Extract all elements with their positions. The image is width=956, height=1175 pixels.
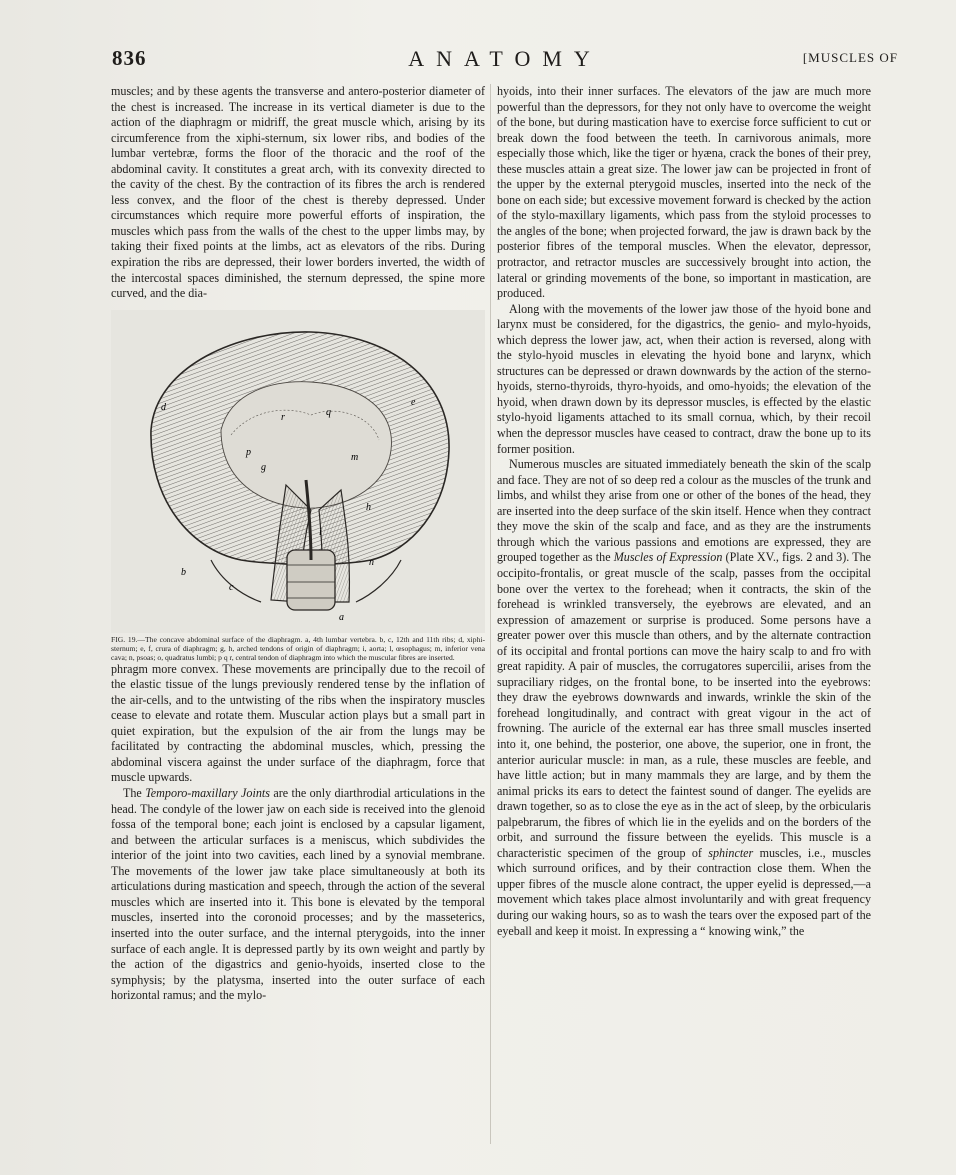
italic-term: Muscles of Expression: [613, 550, 723, 565]
text-run: (Plate XV., figs. 2 and 3). The occipito-frontalis, or great muscle of the scalp, passes from the occipital bone over the vertex to the forehead; when it contracts, the skin of the forehead is wrinkled transversely, the eyebrows are elevated, and an expression of amazement or surprise is produced. Some persons have a greater power over this muscle than others, and by the alternate contraction of its occipital and frontal portions can move the hairy scalp to and fro with great rapidity. A pair of muscles, the corrugatores supercilii, arises from the supraciliary ridges, on the frontal bone, to be inserted into the eyebrows: they draw the eyebrows downwards and inwards, wrinkle the skin of the forehead longitudinally, and contract with great vigour in the act of frowning. The auricle of the external ear has three small muscles inserted into it, one behind, the posterior, one above, the superior, one in front, the anterior auricular muscle: in man, as a rule, these muscles are feeble, and have little action; but in many mammals they are large, and by them the animal pricks its ears to detect the faintest sound of danger. The eyelids are drawn together, so as to close the eye as in the act of sleep, by the orbicularis palpebrarum, the fibres of which lie in the eyelids and on the borders of the orbit, and surround the fissure between the eyelids. This muscle is a characteristic specimen of the group of: [497, 550, 871, 860]
page-header: [112, 46, 898, 74]
figure-label-q: q: [326, 406, 331, 418]
text-run: muscles, i.e., muscles which surround orifices, and by their contraction close them. When the upper fibres of the muscle alone contract, the upper eyelid is depressed,—a movement which takes place almost involuntarily and with great frequency during our waking hours, so as to wash the tears over the exposed part of the eyeball and keep it moist. In expressing a “ knowing wink,” the: [497, 845, 871, 938]
section-heading: [MUSCLES OF: [802, 50, 898, 65]
right-column: [497, 84, 871, 939]
left-column: [111, 84, 485, 1004]
figure-label-d: d: [161, 401, 166, 413]
figure-caption: FIG. 19.—The concave abdominal surface of the diaphragm. a, 4th lumbar vertebra. b, c, 12th and 11th ribs; d, xiphi-sternum; e, f, crura of diaphragm; g, h, arched tendons of origin of diaphragm; i, aorta; l, œsophagus; m, inferior vena cava; n, psoas; o, quadratus lumbi; p q r, central tendon of diaphragm into which the muscular fibres are inserted.: [111, 634, 485, 662]
figure-label-h: h: [366, 501, 371, 513]
diaphragm-illustration: [111, 310, 485, 633]
figure-label-a: a: [339, 611, 344, 623]
paragraph: hyoids, into their inner surfaces. The elevators of the jaw are much more powerful than the depressors, for they not only have to overcome the weight of the bone, but during mastication have to exercise force sufficient to cut or break down the food between the teeth. In carnivorous animals, more especially those which, like the tiger or hyæna, crack the bones of their prey, these muscles attain a great size. The lower jaw can be projected in front of the upper by the external pterygoid muscles, inserted into the neck of the bone on each side; but excessive movement forward is checked by the action of the stylo-maxillary ligaments, which pass from the styloid processes to the angles of the bone; when projected forward, the jaw is drawn back by the posterior fibres of the temporal muscles. When the elevator, depressor, protractor, and retractor muscles are successively brought into action, the lateral or grinding movements of the bone, so important in mastication, are produced.: [497, 84, 871, 301]
paragraph: Along with the movements of the lower jaw those of the hyoid bone and larynx must be considered, for the digastrics, the genio- and mylo-hyoids, which depress the lower jaw, act, when their action is reversed, along with the stylo-hyoid muscles in elevating the hyoid bone and larynx, which structures can be depressed or drawn downwards by the action of the sterno-hyoids, sterno-thyroids, thyro-hyoids, and omo-hyoids; the elevation of the hyoid, when drawn down by its depressor muscles, is effected by the elastic stylo-hyoid ligaments attached to its small cornua, which, by their recoil when the depressor muscles have ceased to contract, draw the bone up to its former position.: [497, 301, 871, 456]
figure-label-n: n: [369, 556, 374, 568]
italic-term: sphincter: [708, 845, 754, 860]
paragraph: [497, 457, 871, 939]
paragraph: [111, 786, 485, 1004]
figure-label-p: p: [246, 446, 251, 458]
figure-label-e: e: [411, 396, 416, 408]
column-divider: [490, 84, 491, 1144]
figure-label-b: b: [181, 566, 186, 578]
text-run: The: [123, 786, 146, 801]
diaphragm-figure: [111, 310, 485, 633]
page-number: 836: [112, 46, 147, 70]
figure-label-m: m: [351, 451, 359, 463]
figure-label-i: i: [319, 526, 322, 538]
text-run: are the only diarthrodial articulations in the head. The condyle of the lower jaw on each side is received into the glenoid fossa of the temporal bone; each joint is enclosed by a capsular ligament, and between the articular surfaces is a meniscus, which subdivides the interior of the joint into two cavities, each lined by a synovial membrane. The movements of the lower jaw take place simultaneously at both its articulations during mastication and speech, through the action of the several muscles which are inserted into it. This bone is elevated by the temporal muscles, inserted into the coronoid processes; and by the masseterics, inserted into the outer surface, and the internal pterygoids, into the inner surface of each angle. It is depressed partly by its own weight and partly by the action of the digastrics and genio-hyoids, inserted close to the symphysis; by the platysma, inserted into the outer surface of each horizontal ramus; and the mylo-: [111, 786, 485, 1003]
italic-term: Temporo-maxillary Joints: [145, 786, 270, 801]
figure-label-c: c: [229, 581, 234, 593]
text-run: Numerous muscles are situated immediately beneath the skin of the scalp and face. They are not of so deep red a colour as the muscles of the trunk and limbs, and whilst they arise from one or other of the bones of the head, they are inserted into the deep surface of the skin itself. Hence when they contract they move the skin of the scalp and face, and as they are the instruments through which the various passions and emotions are expressed, they are grouped together as the: [497, 457, 871, 565]
paragraph: muscles; and by these agents the transverse and antero-posterior diameter of the chest is increased. The increase in its vertical diameter is due to the action of the diaphragm or midriff, the great muscle which, arising by its circumference from the xiphi-sternum, six lower ribs, and bodies of the lumbar vertebræ, forms the floor of the thoracic and the roof of the abdominal cavity. It constitutes a great arch, with its convexity directed to the cavity of the chest. By the contraction of its fibres the arch is rendered less convex, and the floor of the chest is thereby depressed. Under circumstances which require more powerful efforts of inspiration, the muscles which pass from the walls of the chest to the upper limbs may, by taking their fixed points at the limbs, act as elevators of the ribs. During expiration the ribs are depressed, their lower borders inverted, the width of the intercostal spaces diminished, the sternum depressed, the spine more curved, and the dia-: [111, 84, 485, 301]
running-title: ANATOMY: [408, 46, 602, 71]
figure-label-r: r: [281, 411, 285, 423]
paragraph: phragm more convex. These movements are principally due to the recoil of the elastic tissue of the lungs previously rendered tense by the inflation of the air-cells, and to the untwisting of the ribs when the inspiratory muscles cease to elevate and rotate them. Muscular action plays but a small part in quiet expiration, but the expulsion of the air from the lungs may be facilitated by contracting the abdominal muscles, which, pressing the abdominal viscera against the under surface of the diaphragm, force that muscle upwards.: [111, 661, 485, 785]
figure-label-g: g: [261, 461, 266, 473]
